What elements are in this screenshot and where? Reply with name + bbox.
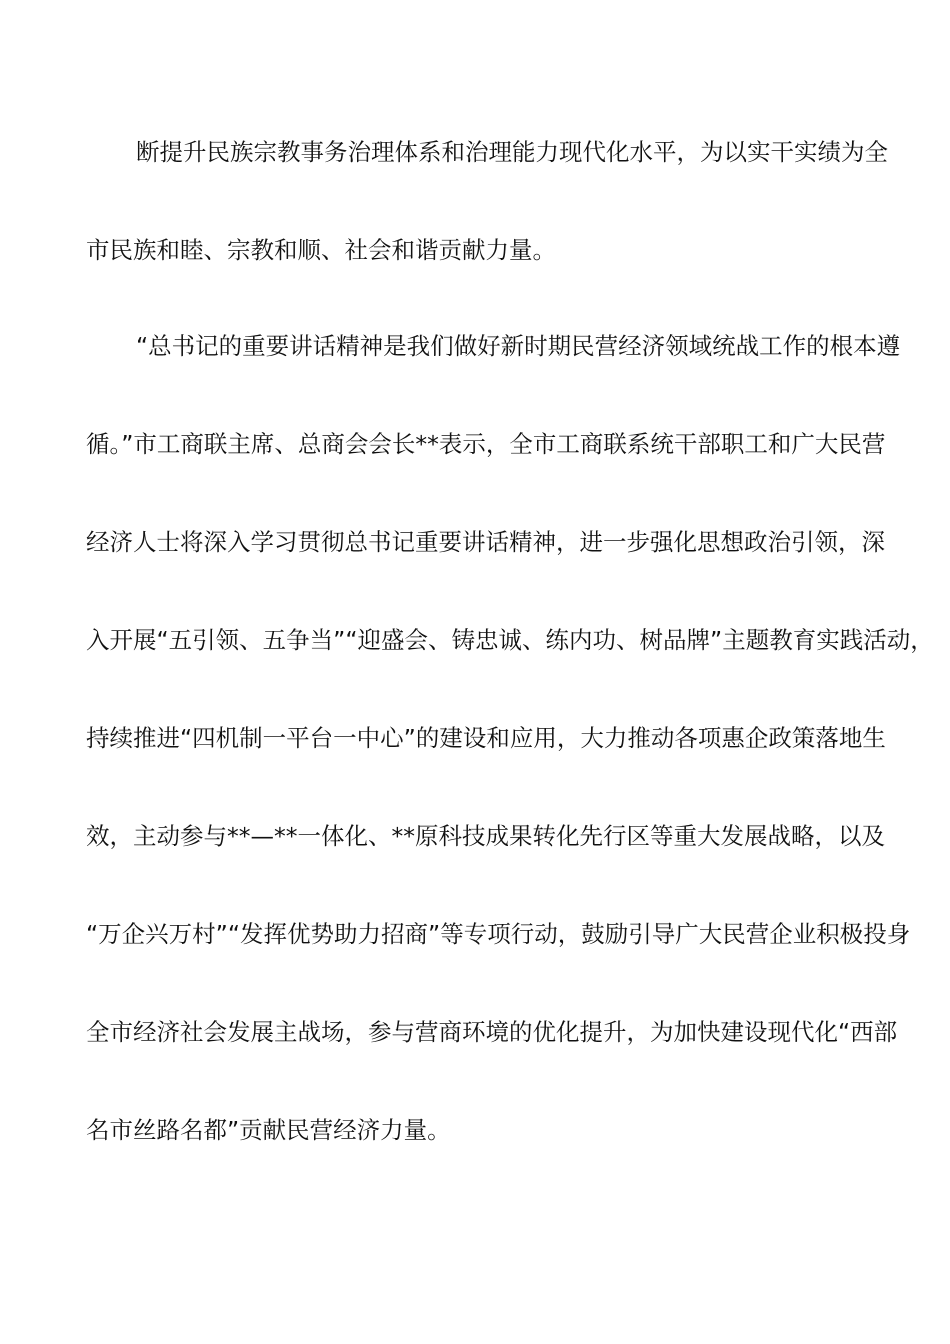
paragraph-2-line-4: 入开展“五引领、五争当”“迎盛会、铸忠诚、练内功、树品牌”主题教育实践活动， <box>86 626 934 654</box>
paragraph-2-line-9: 名市丝路名都”贡献民营经济力量。 <box>86 1116 451 1144</box>
paragraph-2-line-1: “总书记的重要讲话精神是我们做好新时期民营经济领域统战工作的根本遵 <box>136 332 901 360</box>
paragraph-2-line-7: “万企兴万村”“发挥优势助力招商”等专项行动，鼓励引导广大民营企业积极投身 <box>86 920 911 948</box>
paragraph-2-line-3: 经济人士将深入学习贯彻总书记重要讲话精神，进一步强化思想政治引领，深 <box>86 528 885 556</box>
paragraph-2-line-6: 效，主动参与**—**一体化、**原科技成果转化先行区等重大发展战略，以及 <box>86 822 885 850</box>
paragraph-1-line-1: 断提升民族宗教事务治理体系和治理能力现代化水平，为以实干实绩为全 <box>136 138 888 166</box>
paragraph-2-line-5: 持续推进“四机制一平台一中心”的建设和应用，大力推动各项惠企政策落地生 <box>86 724 886 752</box>
paragraph-2-line-8: 全市经济社会发展主战场，参与营商环境的优化提升，为加快建设现代化“西部 <box>86 1018 898 1046</box>
paragraph-2-line-2: 循。”市工商联主席、总商会会长**表示，全市工商联系统干部职工和广大民营 <box>86 430 886 458</box>
paragraph-1-line-2: 市民族和睦、宗教和顺、社会和谐贡献力量。 <box>86 236 556 264</box>
